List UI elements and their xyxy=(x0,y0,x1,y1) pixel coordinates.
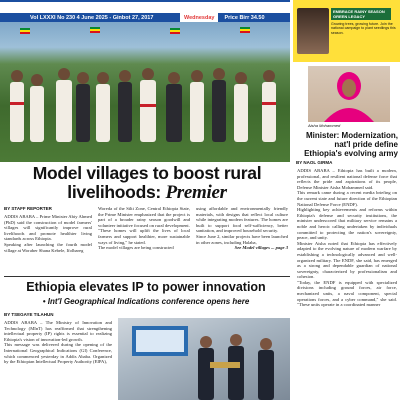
ip-byline: BY TSEGAYE TILAHUN xyxy=(4,312,54,317)
lead-col3-para2: Since June 2, similar projects have been launched in other zones, including Halaba, xyxy=(196,233,288,245)
ip-para1: ADDIS ABABA – The Ministry of Innovation and Technology (MInT) has reaffirmed that strengthening intellectual property (IP) rights is essential to realizing Ethiopia's vision of innovation-led growth. xyxy=(4,320,112,342)
sidebar-para1: ADDIS ABABA – Ethiopia has built a modern, professional, and resilient national defense force that reflects the pride and aspirations of its people, Defense Minister Aisha Mohammed said. xyxy=(297,168,397,190)
lead-col2-para3: The model villages are being constructed xyxy=(98,245,174,251)
ad-photo xyxy=(297,8,329,54)
flag-bunting xyxy=(0,26,290,40)
lead-col2-para2: "These homes will uplift the lives of local farmers and support healthier, more sustainable ways of living," he stated. xyxy=(98,228,190,245)
lead-headline-emphasis: Premier xyxy=(165,182,227,203)
ip-column xyxy=(4,320,112,365)
issue-info-bar xyxy=(0,13,290,22)
lead-column-3 xyxy=(196,206,288,251)
price-label: Price Birr 34.50 xyxy=(224,14,265,21)
ip-conference-photo xyxy=(118,318,290,400)
minister-portrait xyxy=(308,66,390,122)
sidebar-para2: This remark came during a recent media briefing on the current state and future direction of the Ethiopian National Defense Force (ENDF). xyxy=(297,190,397,207)
conference-illustration xyxy=(118,318,290,400)
sidebar-para5: "Today, the ENDF is equipped with specialized divisions including ground forces, air force, mechanized units, a naval component, special operations forces, and a cyber command," she said. "These units operate in a coordinated manner xyxy=(297,279,397,308)
lead-column-2 xyxy=(98,206,190,251)
section-divider xyxy=(4,276,290,277)
lead-col1-para1: ADDIS ABABA – Prime Minister Abiy Ahmed (PhD) said the construction of model farmers' villages will significantly improve rural livelihoods and promote healthier living standards across Ethiopia. xyxy=(4,214,92,242)
lead-column-1 xyxy=(4,214,92,253)
minister-photo xyxy=(308,66,390,122)
ad-title: EMBRACE RAINY SEASON GREEN LEGACY xyxy=(331,8,391,20)
ip-subheadline: • Int'l Geographical Indications conference opens here xyxy=(42,297,250,306)
lead-continued-link[interactable]: See Model villages ... page 3 xyxy=(234,245,288,251)
sidebar-byline: BY NAOL GIRMA xyxy=(296,160,333,165)
sidebar-headline[interactable]: Minister: Modernization, nat'l pride define Ethiopia's evolving army xyxy=(304,131,398,159)
lead-headline-main: Model villages to boost rural livelihoods: xyxy=(32,163,262,202)
green-legacy-ad[interactable] xyxy=(293,0,400,62)
minister-photo-caption: Aisha Mohammed xyxy=(308,123,341,128)
lead-col3-para1: using affordable and environmentally friendly materials, with designs that reflect local culture while integrating modern features. The homes are built to support food self-sufficiency, better sanitation, and improved household security. xyxy=(196,206,288,234)
weekday-label: Wednesday xyxy=(180,13,218,22)
ip-para2: This message was delivered during the opening of the International Geographical Indications (GI) Conference, which commenced yesterday in Addis Ababa. Organized by the Ethiopian Intellectual Property Authority (EIPA), xyxy=(4,342,112,365)
sidebar-para3: Highlighting key achievements and reforms within Ethiopia's defense and security institutions, the minister underscored that military service remains a noble and heroic calling undertaken by individuals committed to protecting the nation's sovereignty, peace, and unity. xyxy=(297,207,397,241)
ad-text: Growing trees, growing future. Join the national campaign to plant seedlings this season. xyxy=(331,22,396,35)
sidebar-column xyxy=(297,168,397,308)
lead-photo xyxy=(0,22,290,162)
lead-headline[interactable] xyxy=(4,164,290,202)
crowd-illustration xyxy=(0,62,290,152)
sidebar-para4: Minister Aisha noted that Ethiopia has effectively adapted to the evolving nature of modern warfare by establishing a technologically advanced and well-organized military. The ENDF, she said, has emerged as a strong and dependable guardian of national sovereignty, characterized by professionalism and cohesion. xyxy=(297,240,397,280)
lead-col1-para2: Speaking after launching the fourth model village at Woraber Shana Kebele, Ifolbareg xyxy=(4,241,92,253)
logo-strip xyxy=(0,0,290,13)
issue-number: Vol LXXXI No 230 4 June 2025 - Ginbot 27, 2017 xyxy=(30,14,154,21)
lead-col2-para1: Woreda of the Silti Zone, Central Ethiopia State, the Prime Minister emphasized that the project is part of a broader rainy season goodwill and volunteer initiative focused on rural development. xyxy=(98,206,190,228)
ip-headline[interactable]: Ethiopia elevates IP to power innovation xyxy=(26,280,266,294)
lead-byline: BY STAFF REPORTER xyxy=(4,206,52,211)
